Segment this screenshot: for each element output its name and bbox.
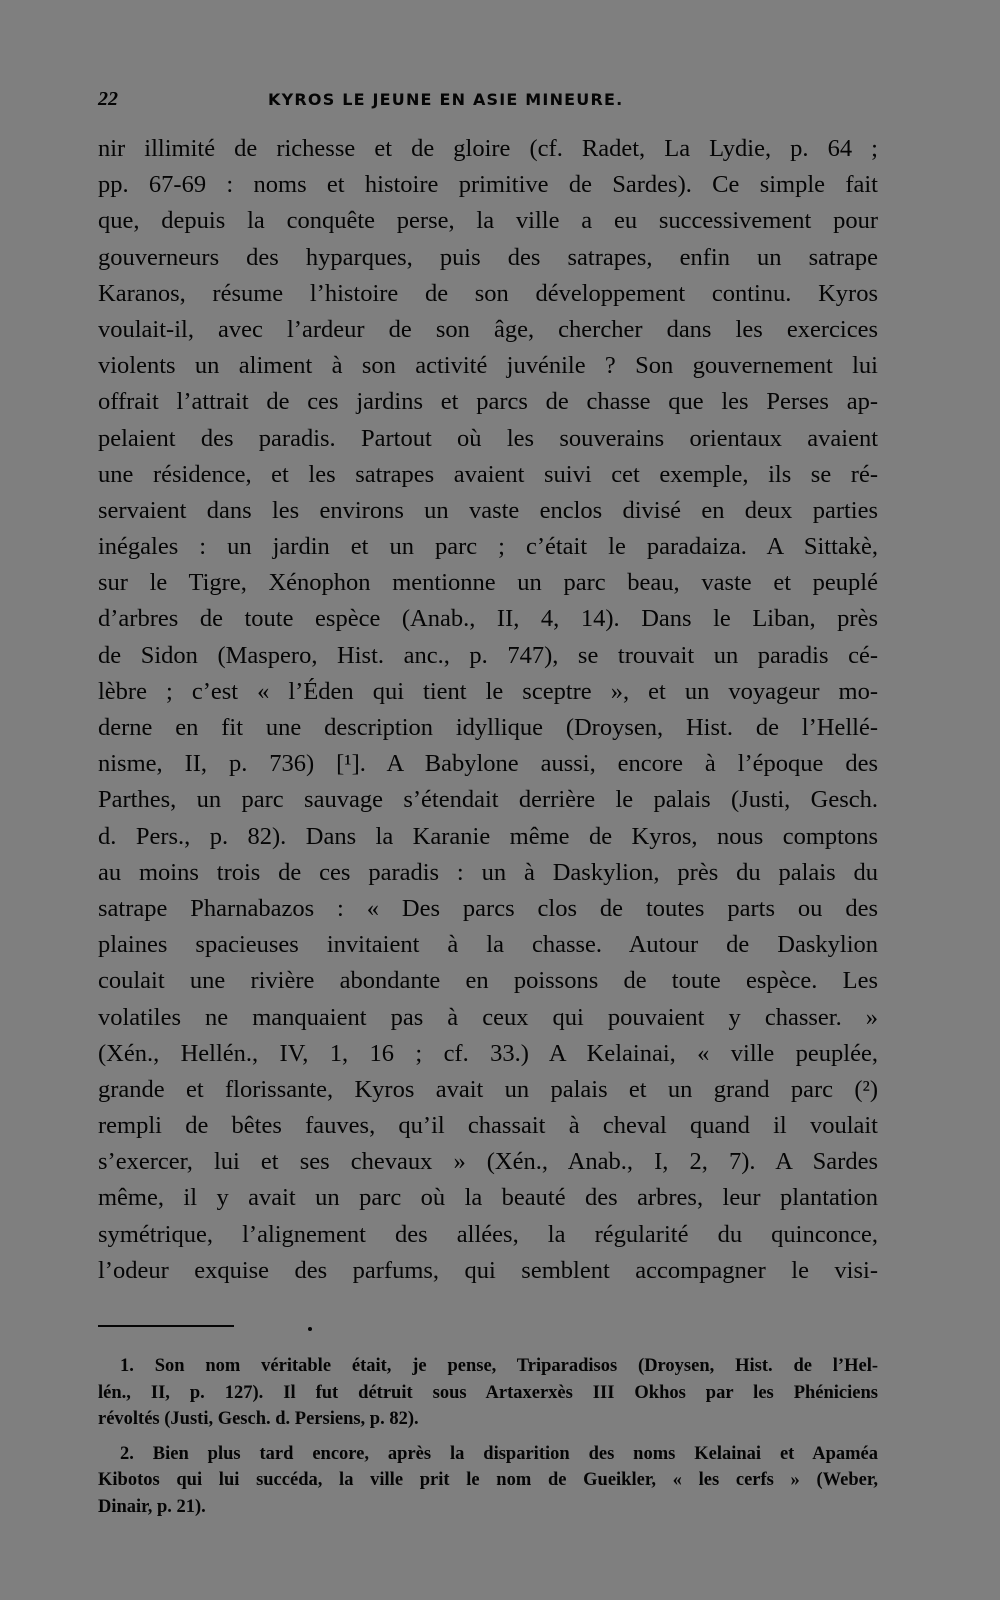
- body-line: rempli de bêtes fauves, qu’il chassait à cheval quand il voulait: [98, 1112, 878, 1140]
- body-line: l’odeur exquise des parfums, qui semblent accompagner le visi-: [98, 1256, 878, 1284]
- body-line: même, il y avait un parc où la beauté des arbres, leur plantation: [98, 1184, 878, 1212]
- body-line: satrape Pharnabazos : « Des parcs clos de toutes parts ou des: [98, 894, 878, 922]
- body-line: volatiles ne manquaient pas à ceux qui pouvaient y chasser. »: [98, 1003, 878, 1031]
- body-line: de Sidon (Maspero, Hist. anc., p. 747), se trouvait un paradis cé-: [98, 641, 878, 669]
- footnote-1: [98, 1353, 878, 1433]
- body-line: lèbre ; c’est « l’Éden qui tient le sceptre », et un voyageur mo-: [98, 677, 878, 705]
- body-line: plaines spacieuses invitaient à la chasse. Autour de Daskylion: [98, 931, 878, 959]
- body-line: grande et florissante, Kyros avait un palais et un grand parc (²): [98, 1075, 878, 1103]
- footnote-line: 2. Bien plus tard encore, après la disparition des noms Kelainai et Apaméa: [120, 1443, 878, 1464]
- body-line: que, depuis la conquête perse, la ville a eu successivement pour: [98, 207, 878, 235]
- body-line: pp. 67-69 : noms et histoire primitive de Sardes). Ce simple fait: [98, 171, 878, 199]
- footnote-line: révoltés (Justi, Gesch. d. Persiens, p. 82).: [98, 1409, 419, 1429]
- body-line: symétrique, l’alignement des allées, la régularité du quinconce,: [98, 1220, 878, 1248]
- footnote-rule-dot: [308, 1327, 312, 1331]
- page-number: 22: [98, 88, 118, 110]
- page-header: [98, 88, 868, 118]
- body-line: violents un aliment à son activité juvénile ? Son gouvernement lui: [98, 352, 878, 380]
- body-line: inégales : un jardin et un parc ; c’était le paradaiza. A Sittakè,: [98, 533, 878, 561]
- body-line: au moins trois de ces paradis : un à Daskylion, près du palais du: [98, 858, 878, 886]
- footnote-2: [98, 1441, 878, 1521]
- running-title: KYROS LE JEUNE EN ASIE MINEURE.: [268, 90, 624, 109]
- body-line: pelaient des paradis. Partout où les souverains orientaux avaient: [98, 424, 878, 452]
- body-line: derne en fit une description idyllique (Droysen, Hist. de l’Hellé-: [98, 714, 878, 741]
- footnote-line: 1. Son nom véritable était, je pense, Triparadisos (Droysen, Hist. de l’Hel-: [120, 1356, 878, 1376]
- body-line: d’arbres de toute espèce (Anab., II, 4, 14). Dans le Liban, près: [98, 605, 878, 633]
- body-text: [98, 131, 878, 1289]
- body-line: (Xén., Hellén., IV, 1, 16 ; cf. 33.) A Kelainai, « ville peuplée,: [98, 1039, 878, 1067]
- body-line: nisme, II, p. 736) [¹]. A Babylone aussi, encore à l’époque des: [98, 750, 878, 778]
- body-line: offrait l’attrait de ces jardins et parcs de chasse que les Perses ap-: [98, 388, 878, 416]
- body-line: gouverneurs des hyparques, puis des satrapes, enfin un satrape: [98, 243, 878, 271]
- body-line: d. Pers., p. 82). Dans la Karanie même de Kyros, nous comptons: [98, 822, 878, 850]
- body-line: sur le Tigre, Xénophon mentionne un parc beau, vaste et peuplé: [98, 569, 878, 597]
- footnote-line: Kibotos qui lui succéda, la ville prit le nom de Gueikler, « les cerfs » (Weber,: [98, 1470, 878, 1490]
- body-line: une résidence, et les satrapes avaient suivi cet exemple, ils se ré-: [98, 460, 878, 488]
- body-line: Karanos, résume l’histoire de son développement continu. Kyros: [98, 279, 878, 307]
- body-line: servaient dans les environs un vaste enclos divisé en deux parties: [98, 496, 878, 524]
- body-line: s’exercer, lui et ses chevaux » (Xén., Anab., I, 2, 7). A Sardes: [98, 1148, 878, 1176]
- footnote-rule: [98, 1325, 234, 1327]
- body-line: nir illimité de richesse et de gloire (cf. Radet, La Lydie, p. 64 ;: [98, 135, 878, 162]
- footnote-line: lén., II, p. 127). Il fut détruit sous Artaxerxès III Okhos par les Phéniciens: [98, 1382, 878, 1403]
- body-line: voulait-il, avec l’ardeur de son âge, chercher dans les exercices: [98, 315, 878, 343]
- body-line: Parthes, un parc sauvage s’étendait derrière le palais (Justi, Gesch.: [98, 786, 878, 814]
- body-line: coulait une rivière abondante en poissons de toute espèce. Les: [98, 967, 878, 995]
- footnotes: [98, 1353, 878, 1520]
- footnote-line: Dinair, p. 21).: [98, 1496, 206, 1517]
